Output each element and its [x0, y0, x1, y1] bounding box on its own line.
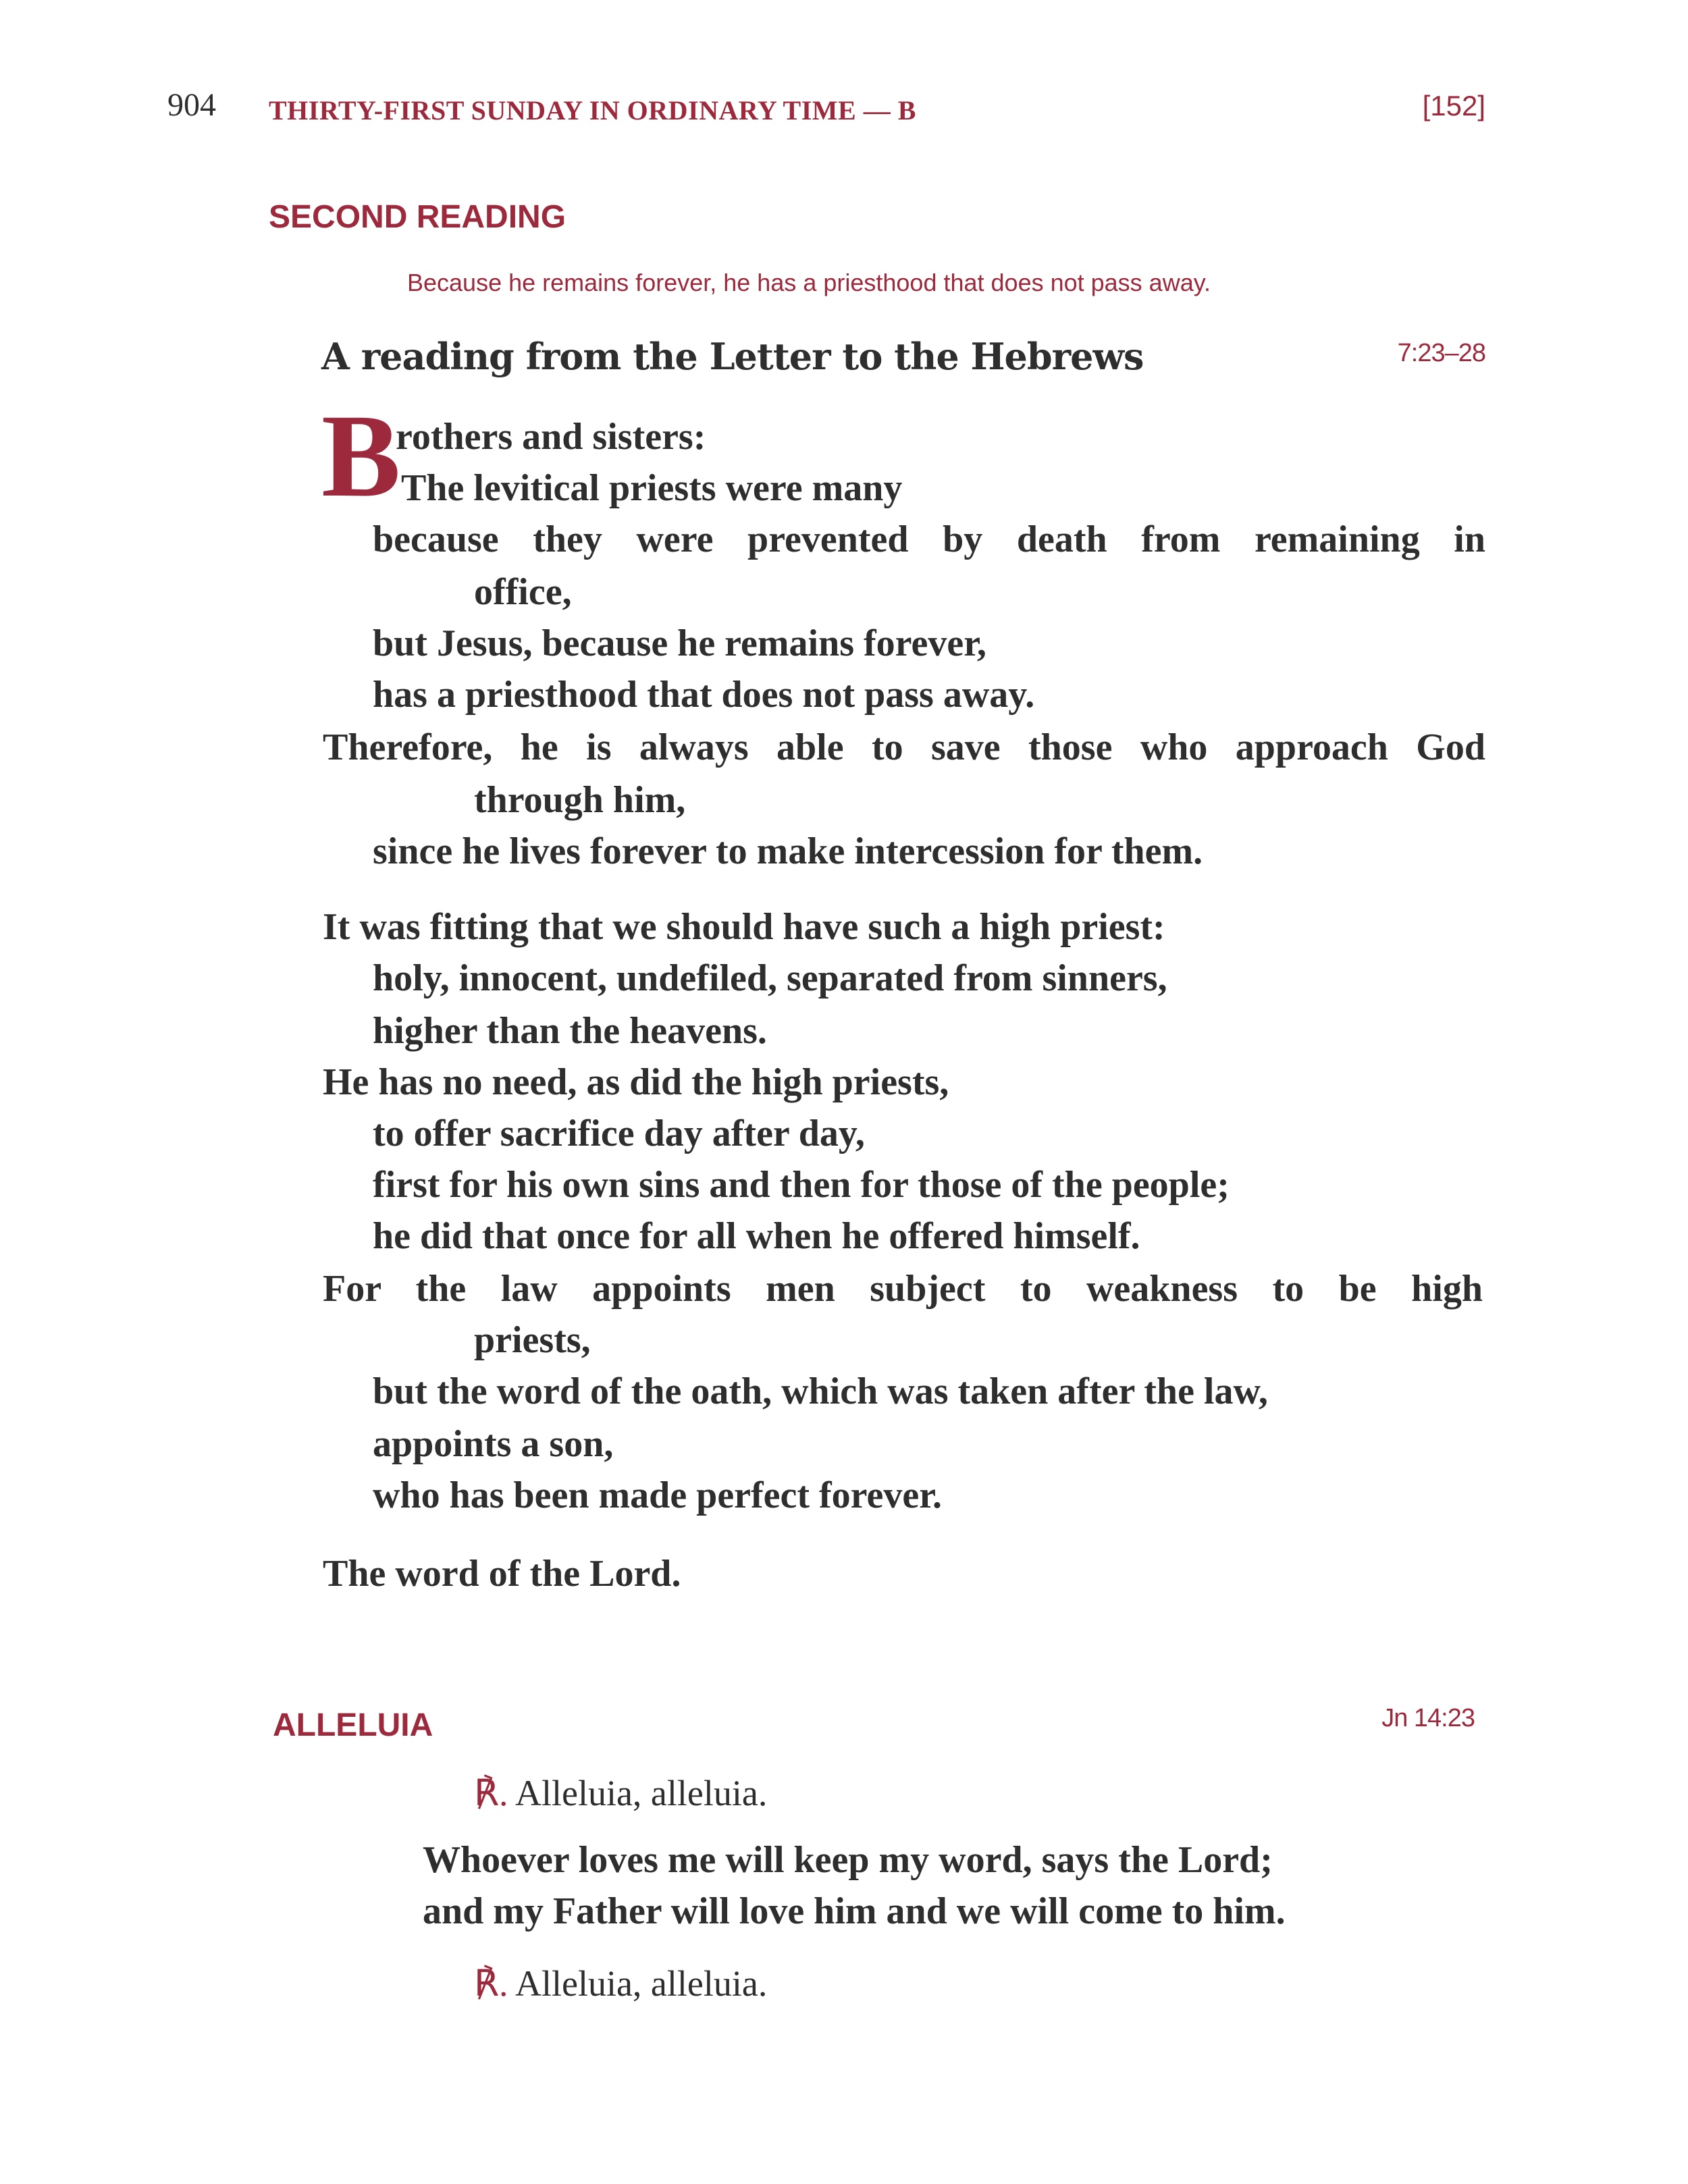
reading-line: The levitical priests were many — [401, 467, 903, 509]
reading-line: For the law appoints men subject to weakness to be high — [323, 1268, 1483, 1310]
reading-line: who has been made perfect forever. — [373, 1474, 942, 1516]
reading-citation: 7:23–28 — [1397, 339, 1485, 367]
response-text: Alleluia, alleluia. — [508, 1773, 768, 1813]
reading-line: higher than the heavens. — [373, 1010, 767, 1052]
alleluia-response — [474, 1772, 767, 1814]
reading-line: rothers and sisters: — [396, 416, 706, 458]
alleluia-verse-line: and my Father will love him and we will come to him. — [423, 1890, 1286, 1932]
reading-line: priests, — [474, 1319, 591, 1361]
response-symbol: ℟. — [474, 1963, 508, 2004]
reading-line: because they were prevented by death from remaining in — [373, 518, 1485, 560]
reading-line: has a priesthood that does not pass away. — [373, 674, 1035, 716]
reading-line: to offer sacrifice day after day, — [373, 1113, 865, 1154]
reading-line: appoints a son, — [373, 1423, 614, 1465]
reading-line: but the word of the oath, which was taken after the law, — [373, 1370, 1268, 1412]
alleluia-citation: Jn 14:23 — [1381, 1704, 1475, 1732]
page-number: 904 — [167, 87, 216, 123]
running-title: THIRTY-FIRST SUNDAY IN ORDINARY TIME — B — [269, 95, 916, 126]
reading-line: Therefore, he is always able to save those who approach God — [323, 726, 1485, 768]
reading-intro: A reading from the Letter to the Hebrews — [321, 335, 1144, 378]
reading-line: since he lives forever to make intercession for them. — [373, 830, 1203, 872]
reading-line: first for his own sins and then for those of the people; — [373, 1164, 1230, 1206]
alleluia-heading: ALLELUIA — [273, 1707, 433, 1743]
response-text: Alleluia, alleluia. — [508, 1963, 768, 2004]
reading-line: but Jesus, because he remains forever, — [373, 622, 986, 664]
alleluia-verse-line: Whoever loves me will keep my word, says the Lord; — [423, 1839, 1273, 1881]
second-reading-heading: SECOND READING — [269, 199, 566, 235]
alleluia-response — [474, 1962, 767, 2004]
section-number: [152] — [1422, 90, 1485, 122]
response-symbol: ℟. — [474, 1773, 508, 1813]
reading-line: He has no need, as did the high priests, — [323, 1061, 949, 1103]
reading-conclusion: The word of the Lord. — [323, 1553, 681, 1595]
reading-line: through him, — [474, 779, 686, 821]
reading-line: office, — [474, 571, 572, 613]
drop-cap: B — [321, 390, 401, 522]
reading-summary: Because he remains forever, he has a priesthood that does not pass away. — [407, 269, 1211, 296]
reading-line: It was fitting that we should have such a high priest: — [323, 906, 1165, 948]
reading-line: he did that once for all when he offered himself. — [373, 1215, 1140, 1257]
reading-line: holy, innocent, undefiled, separated from sinners, — [373, 957, 1167, 999]
